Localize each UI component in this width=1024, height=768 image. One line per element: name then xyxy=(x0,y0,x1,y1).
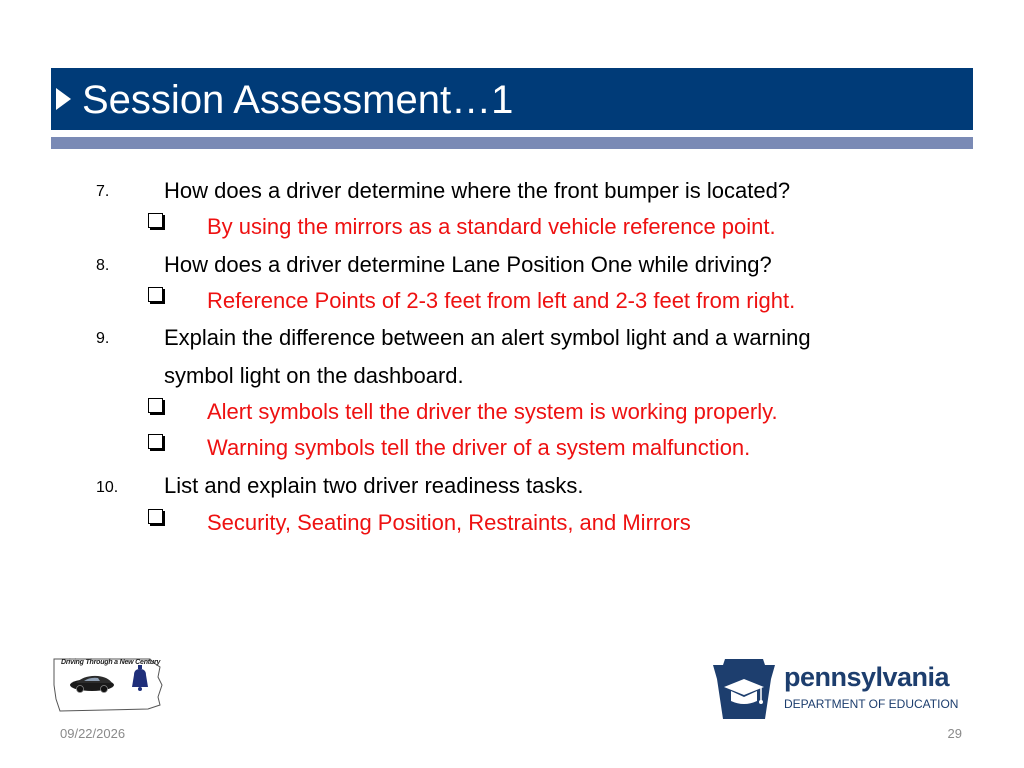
answer-text: Reference Points of 2-3 feet from left and 2-3 feet from right. xyxy=(207,288,796,313)
checkbox-bullet-icon xyxy=(148,287,163,302)
question-number: 7. xyxy=(96,183,110,200)
answer-text: Alert symbols tell the driver the system is working properly. xyxy=(207,399,778,424)
question-number: 9. xyxy=(96,330,110,347)
footer-date: 09/22/2026 xyxy=(60,726,126,741)
checkbox-bullet-icon xyxy=(148,213,163,228)
pa-department-label: DEPARTMENT OF EDUCATION xyxy=(784,697,959,711)
title-underline xyxy=(51,137,973,149)
answer-text: Security, Seating Position, Restraints, and Mirrors xyxy=(207,510,691,535)
checkbox-bullet-icon xyxy=(148,398,163,413)
answer-text: By using the mirrors as a standard vehicle reference point. xyxy=(207,214,776,239)
checkbox-bullet-icon xyxy=(148,509,163,524)
logo-caption: Driving Through a New Century xyxy=(61,659,161,666)
question-number: 10. xyxy=(96,479,119,496)
question-text-continued: symbol light on the dashboard. xyxy=(164,363,464,388)
question-text: How does a driver determine Lane Position One while driving? xyxy=(164,252,772,277)
title-arrow-icon xyxy=(56,88,71,110)
question-number: 8. xyxy=(96,257,110,274)
answer-text: Warning symbols tell the driver of a system malfunction. xyxy=(207,435,751,460)
slide-title: Session Assessment…1 xyxy=(82,78,514,122)
question-text: Explain the difference between an alert symbol light and a warning xyxy=(164,325,811,350)
question-text: How does a driver determine where the front bumper is located? xyxy=(164,178,791,203)
page-number: 29 xyxy=(947,726,962,741)
pa-wordmark: pennsylvania xyxy=(784,662,950,692)
question-text: List and explain two driver readiness tasks. xyxy=(164,473,584,498)
checkbox-bullet-icon xyxy=(148,434,163,449)
keystone-logo-icon xyxy=(711,657,777,721)
